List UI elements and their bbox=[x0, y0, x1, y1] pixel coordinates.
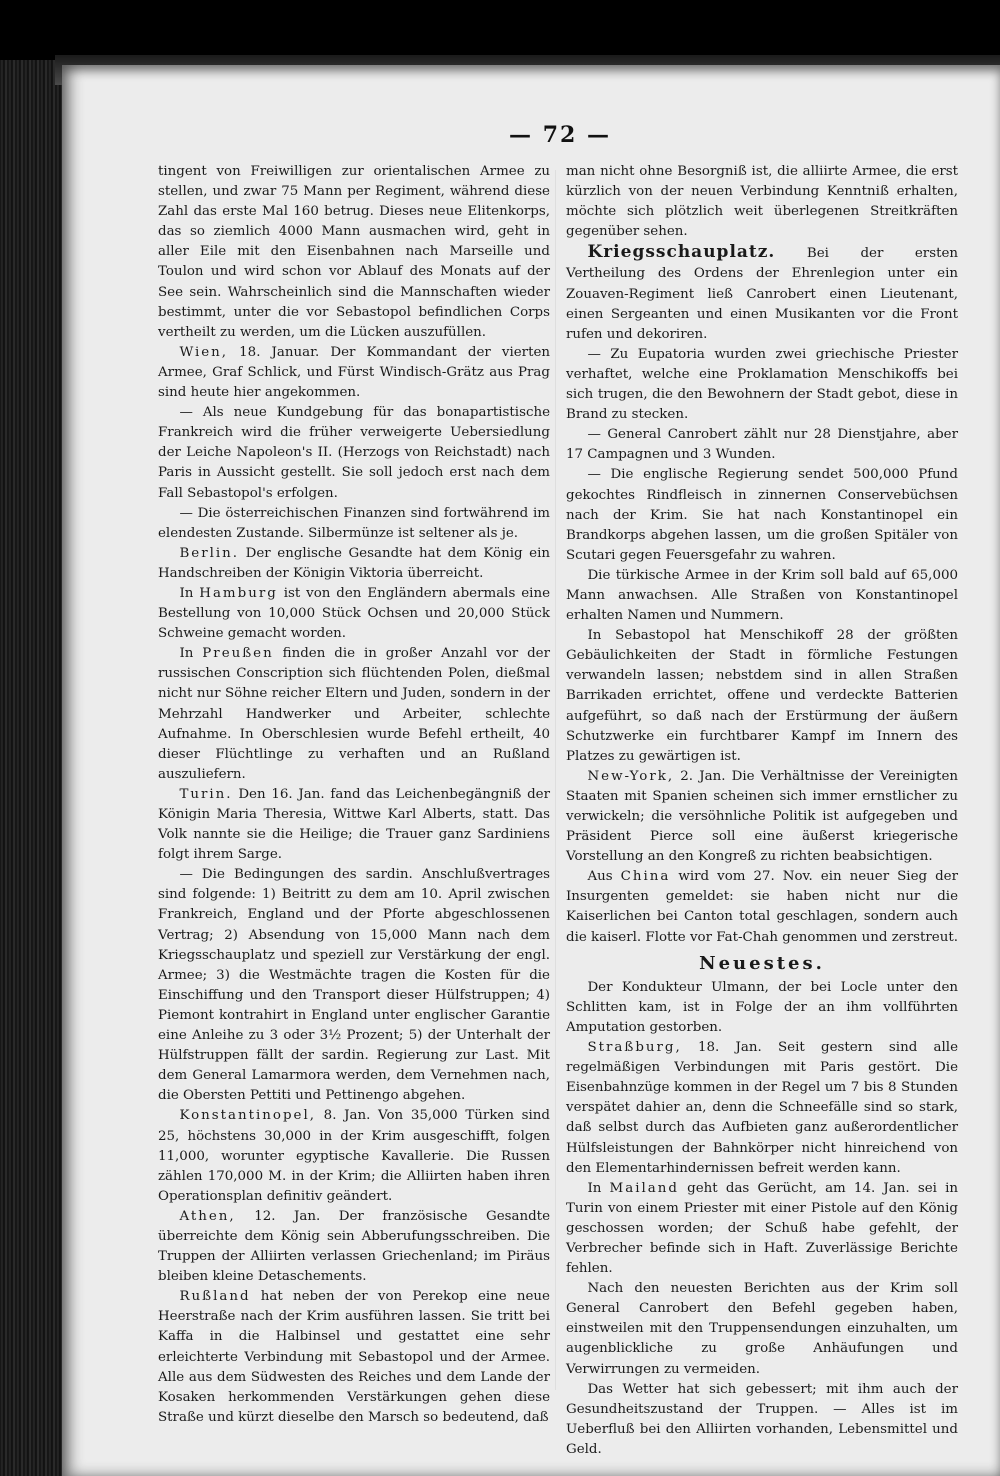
paragraph-prefix: Aus bbox=[587, 869, 621, 885]
paragraph-text: In Sebastopol hat Menschikoff 28 der größten Gebäulichkeiten der Stadt in förmliche Festungen verwandeln lassen; nebstdem sind in allen Straßen Barrikaden errichtet, offene und verdeckte Batterien aufgeführt, so daß nach der Erstürmung der äußern Schutzwerke ein furchtbarer Kampf im Innern des Platzes zu gewärtigen ist. bbox=[566, 628, 958, 764]
paragraph-text: man nicht ohne Besorgniß ist, die alliirte Armee, die erst kürzlich von der neuen Verbindung Kenntniß erhalten, möchte sich plötzlich weit überlegenen Streitkräften gegenüber sehen. bbox=[566, 164, 958, 240]
paragraph-text: ist von den Engländern abermals eine Bestellung von 10,000 Stück Ochsen und 20,000 Stück Schweine gemacht worden. bbox=[158, 585, 550, 642]
paragraph-text: Die türkische Armee in der Krim soll bald auf 65,000 Mann anwachsen. Alle Straßen von Konstantinopel erhalten Namen und Nummern. bbox=[566, 567, 958, 624]
article-paragraph bbox=[566, 1038, 958, 1179]
article-paragraph bbox=[566, 162, 958, 242]
right-column bbox=[566, 162, 958, 1457]
paragraph-text: 12. Jan. Der französische Gesandte überreichte dem König sein Abberufungsschreiben. Die Truppen der Alliirten verlassen Griechenland; im Piräus bleiben kleine Detaschements. bbox=[158, 1208, 550, 1285]
paragraph-text: hat neben der von Perekop eine neue Heerstraße nach der Krim ausführen lassen. Sie tritt bei Kaffa in die Halbinsel und gestattet eine sehr erleichterte Verbindung mit Sebastopol und der Armee. Alle aus dem Südwesten des Reiches und dem Lande der Kosaken herkommenden Verstärkungen gehen diese Straße und kürzt dieselbe den Marsch so bedeutend, daß bbox=[158, 1289, 550, 1425]
article-paragraph bbox=[566, 767, 958, 867]
article-paragraph bbox=[566, 242, 958, 344]
paragraph-text: — Zu Eupatoria wurden zwei griechische Priester verhaftet, welche eine Proklamation Menschikoffs bei sich trugen, die den Bewohnern der Stadt gebot, diese in Brand zu stecken. bbox=[566, 346, 958, 423]
article-paragraph bbox=[158, 1207, 550, 1287]
paragraph-text: finden die in großer Anzahl vor der russischen Conscription sich flüchtenden Polen, dießmal nicht nur Söhne reicher Eltern und Juden, sondern in der Mehrzahl Handwerker und Arbeiter, schlechte Aufnahme. In Oberschlesien wurde Befehl ertheilt, 40 dieser Flüchtlinge zu verhaften und an Rußland auszuliefern. bbox=[158, 646, 550, 782]
paragraph-text: — Die österreichischen Finanzen sind fortwährend im elendesten Zustande. Silbermünze ist seltener als je. bbox=[158, 505, 550, 541]
paragraph-text: — Die englische Regierung sendet 500,000 Pfund gekochtes Rindfleisch in zinnernen Conservebüchsen nach der Krim. Sie hat nach Konstantinopel ein Brandkorps abgehen lassen, um die großen Spitäler von Scutari gegen Feuersgefahr zu wahren. bbox=[566, 467, 958, 563]
paragraph-text: geht das Gerücht, am 14. Jan. sei in Turin von einem Priester mit einer Pistole auf den König geschossen worden; der Schuß habe gefehlt, der Verbrecher befinde sich in Haft. Zuverlässige Berichte fehlen. bbox=[566, 1180, 958, 1277]
paragraph-text: Der Kondukteur Ulmann, der bei Locle unter den Schlitten kam, ist in Folge der an ihm vollführten Amputation gestorben. bbox=[566, 979, 958, 1035]
section-title: Kriegsschauplatz. bbox=[587, 242, 776, 263]
article-paragraph bbox=[158, 162, 550, 343]
dateline: Mailand bbox=[609, 1180, 679, 1196]
paragraph-text: Den 16. Jan. fand das Leichenbegängniß der Königin Maria Theresia, Wittwe Karl Alberts, statt. Das Volk nannte sie die Heilige; die Trauer ganz Sardiniens folgt ihrem Sarge. bbox=[158, 786, 550, 863]
article-paragraph bbox=[158, 343, 550, 403]
article-paragraph bbox=[566, 425, 958, 465]
article-paragraph bbox=[566, 867, 958, 947]
article-paragraph bbox=[158, 403, 550, 503]
article-paragraph bbox=[158, 785, 550, 865]
article-paragraph bbox=[158, 644, 550, 785]
section-heading: Neuestes. bbox=[699, 952, 825, 974]
dateline: Hamburg bbox=[199, 585, 278, 601]
article-paragraph bbox=[158, 584, 550, 644]
paragraph-prefix: In bbox=[179, 585, 200, 601]
paragraph-text: — General Canrobert zählt nur 28 Dienstjahre, aber 17 Campagnen und 3 Wunden. bbox=[566, 427, 958, 463]
paragraph-prefix: In bbox=[587, 1180, 610, 1196]
paragraph-text: tingent von Freiwilligen zur orientalischen Armee zu stellen, und zwar 75 Mann per Regiment, während diese Zahl das erste Mal 160 betrug. Dieses neue Elitenkorps, das so ziemlich 4000 Mann ausmachen wird, geht in aller Eile mit den Eisenbahnen nach Marseille und Toulon und wird schon vor Ablauf des Monats auf der See sein. Wahrscheinlich sind die Mannschaften wieder bestimmt, unter die vor Sebastopol befindlichen Corps vertheilt zu werden, um die Lücken auszufüllen. bbox=[158, 164, 550, 340]
dateline: Straßburg, bbox=[587, 1040, 682, 1056]
paragraph-text: 18. Jan. Seit gestern sind alle regelmäßigen Verbindungen mit Paris gestört. Die Eisenbahnzüge kommen in der Regel um 7 bis 8 Stunden verspätet dahier an, denn die Schneefälle sind so stark, daß selbst durch das Aufbieten ganz außerordentlicher Hülfsleistungen der Bahnkörper nicht hinreichend von den Elementarhindernissen befreit werden kann. bbox=[566, 1040, 958, 1176]
dateline: Preußen bbox=[202, 646, 274, 662]
paragraph-text: 18. Januar. Der Kommandant der vierten Armee, Graf Schlick, und Fürst Windisch-Grätz aus Prag sind heute hier angekommen. bbox=[158, 344, 550, 401]
page-number: — 72 — bbox=[509, 122, 611, 148]
dateline: China bbox=[620, 869, 671, 885]
paragraph-text: 8. Jan. Von 35,000 Türken sind 25, höchstens 30,000 in der Krim ausgeschifft, folgen 11,000, worunter egyptische Kavallerie. Die Russen zählen 170,000 M. in der Krim; die Alliirten haben ihren Operationsplan definitiv geändert. bbox=[158, 1108, 550, 1204]
dateline: Berlin. bbox=[179, 545, 240, 561]
article-paragraph bbox=[566, 626, 958, 767]
dateline: Athen, bbox=[179, 1208, 236, 1224]
book-edge bbox=[0, 60, 62, 1476]
dateline: Turin. bbox=[179, 786, 233, 802]
article-paragraph bbox=[158, 544, 550, 584]
left-column bbox=[158, 162, 550, 1425]
article-paragraph bbox=[158, 1106, 550, 1206]
paragraph-text: — Die Bedingungen des sardin. Anschlußvertrages sind folgende: 1) Beitritt zu dem am 10. April zwischen Frankreich, England und der Pforte abgeschlossenen Vertrag; 2) Absendung von 15,000 Mann nach dem Kriegsschauplatz und speziell zur Verstärkung der engl. Armee; 3) die Westmächte tragen die Kosten für die Einschiffung und den Transport dieser Hülfstruppen; 4) Piemont kontrahirt in England unter englischer Garantie eine Anleihe zu 3 oder 3½ Prozent; 5) der Unterhalt der Hülfstruppen fällt der sardin. Regierung zur Last. Mit dem General Lamarmora werden, dem Vernehmen nach, die Obersten Pettiti und Pettinengo abgehen. bbox=[158, 867, 550, 1104]
dateline: New-York, bbox=[587, 768, 675, 784]
paragraph-text: Das Wetter hat sich gebessert; mit ihm auch der Gesundheitszustand der Truppen. — Alles ist im Ueberfluß bei den Alliirten vorhanden, Lebensmittel und Geld. bbox=[566, 1381, 958, 1457]
article-paragraph bbox=[566, 566, 958, 626]
column-gutter bbox=[555, 170, 556, 1390]
article-paragraph bbox=[566, 345, 958, 425]
paragraph-text: Nach den neuesten Berichten aus der Krim soll General Canrobert den Befehl gegeben haben, einstweilen mit den Truppensendungen einzuhalten, um augenblickliche zu große Anhäufungen und Verwirrungen zu vermeiden. bbox=[566, 1281, 958, 1377]
article-paragraph bbox=[158, 504, 550, 544]
paragraph-text: — Als neue Kundgebung für das bonapartistische Frankreich wird die früher verweigerte Uebersiedlung der Leiche Napoleon's II. (Herzogs von Reichstadt) nach Paris in Aussicht gestellt. Sie soll jedoch erst nach dem Fall Sebastopol's erfolgen. bbox=[158, 405, 550, 501]
article-paragraph bbox=[566, 978, 958, 1038]
article-paragraph bbox=[566, 1179, 958, 1279]
article-paragraph bbox=[158, 865, 550, 1106]
dateline: Wien, bbox=[179, 344, 229, 360]
paragraph-text: 2. Jan. Die Verhältnisse der Vereinigten Staaten mit Spanien scheinen sich immer ernstlicher zu verwickeln; die versöhnliche Politik ist aufgegeben und Präsident Pierce soll eine äußerst kriegerische Vorstellung an den Kongreß zu richten beabsichtigen. bbox=[566, 768, 958, 865]
paragraph-prefix: In bbox=[179, 646, 203, 662]
dateline: Konstantinopel, bbox=[179, 1108, 317, 1124]
paragraph-text: Der englische Gesandte hat dem König ein Handschreiben der Königin Viktoria überreicht. bbox=[158, 545, 550, 581]
dateline: Rußland bbox=[179, 1289, 251, 1305]
article-paragraph bbox=[566, 1279, 958, 1379]
paragraph-text: wird vom 27. Nov. ein neuer Sieg der Insurgenten gemeldet: sie haben nicht nur die Kaiserlichen bei Canton total geschlagen, sondern auch die kaiserl. Flotte vor Fat-Chah genommen und zerstreut. bbox=[566, 869, 958, 945]
article-paragraph bbox=[158, 1287, 550, 1428]
paragraph-text: Bei der ersten Vertheilung des Ordens der Ehrenlegion unter ein Zouaven-Regiment ließ Canrobert einen Lieutenant, einen Sergeanten und einen Musikanten vor die Front rufen und dekoriren. bbox=[566, 246, 958, 342]
article-paragraph bbox=[566, 465, 958, 565]
article-paragraph bbox=[566, 1380, 958, 1460]
